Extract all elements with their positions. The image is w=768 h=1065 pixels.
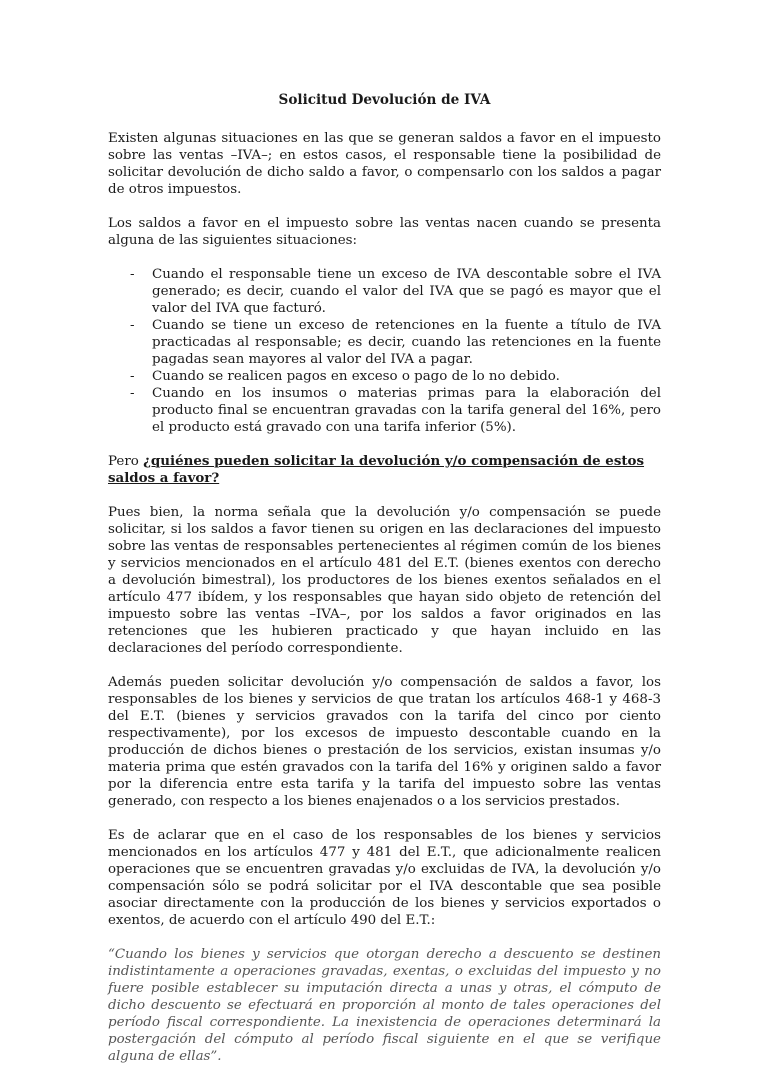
list-item-text: Cuando el responsable tiene un exceso de IVA descontable sobre el IVA generado; es decir, cuando el valor del IVA que se pagó es mayor que el valor del IVA que facturó.	[152, 267, 661, 316]
list-item-text: Cuando se tiene un exceso de retenciones en la fuente a título de IVA practicadas al responsable; es decir, cuando las retenciones en la fuente pagadas sean mayores al valor del IVA a pagar.	[152, 318, 661, 367]
question-line	[108, 453, 661, 487]
list-item-text: Cuando en los insumos o materias primas para la elaboración del producto final se encuentran gravadas con la tarifa general del 16%, pero el producto está gravado con una tarifa inferior (5%).	[152, 386, 661, 435]
list-item	[108, 385, 661, 436]
list-item-text: Cuando se realicen pagos en exceso o pago de lo no debido.	[152, 369, 560, 384]
question-prefix: Pero	[108, 454, 139, 469]
list-item	[108, 266, 661, 317]
situations-list	[108, 266, 661, 436]
list-bullet: -	[130, 318, 135, 333]
list-item	[108, 317, 661, 368]
list-item	[108, 368, 661, 385]
article-quote: “Cuando los bienes y servicios que otorgan derecho a descuento se destinen indistintamente a operaciones gravadas, exentas, o excluidas del impuesto y no fuere posible establecer su imputación directa a unas y otras, el cómputo de dicho descuento se efectuará en proporción al monto de tales operaciones del período fiscal correspondiente. La inexistencia de operaciones determinará la postergación del cómputo al período fiscal siguiente en el que se verifique alguna de ellas”.	[108, 947, 661, 1064]
body-paragraph: Además pueden solicitar devolución y/o compensación de saldos a favor, los responsables de los bienes y servicios de que tratan los artículos 468-1 y 468-3 del E.T. (bienes y servicios gravados con la tarifa del cinco por ciento respectivamente), por los excesos de impuesto descontable cuando en la producción de dichos bienes o prestación de los servicios, existan insumas y/o materia prima que estén gravados con la tarifa del 16% y originen saldo a favor por la diferencia entre esta tarifa y la tarifa del impuesto sobre las ventas generado, con respecto a los bienes enajenados o a los servicios prestados.	[108, 675, 661, 809]
body-paragraph: Pues bien, la norma señala que la devolución y/o compensación se puede solicitar, si los saldos a favor tienen su origen en las declaraciones del impuesto sobre las ventas de responsables pertenecientes al régimen común de los bienes y servicios mencionados en el artículo 481 del E.T. (bienes exentos con derecho a devolución bimestral), los productores de los bienes exentos señalados en el artículo 477 ibídem, y los responsables que hayan sido objeto de retención del impuesto sobre las ventas –IVA–, por los saldos a favor originados en las retenciones que les hubieren practicado y que hayan incluido en las declaraciones del período correspondiente.	[108, 505, 661, 656]
situations-intro-paragraph: Los saldos a favor en el impuesto sobre las ventas nacen cuando se presenta alguna de las siguientes situaciones:	[108, 216, 661, 248]
intro-paragraph: Existen algunas situaciones en las que se generan saldos a favor en el impuesto sobre las ventas –IVA–; en estos casos, el responsable tiene la posibilidad de solicitar devolución de dicho saldo a favor, o compensarlo con los saldos a pagar de otros impuestos.	[108, 131, 661, 197]
body-paragraph: Es de aclarar que en el caso de los responsables de los bienes y servicios mencionados en los artículos 477 y 481 del E.T., que adicionalmente realicen operaciones que se encuentren gravadas y/o excluidas de IVA, la devolución y/o compensación sólo se podrá solicitar por el IVA descontable que sea posible asociar directamente con la producción de los bienes y servicios exportados o exentos, de acuerdo con el artículo 490 del E.T.:	[108, 828, 661, 928]
question-text: ¿quiénes pueden solicitar la devolución y/o compensación de estos saldos a favor?	[108, 453, 645, 486]
list-bullet: -	[130, 386, 135, 401]
list-bullet: -	[130, 267, 135, 282]
list-bullet: -	[130, 369, 135, 384]
document-title: Solicitud Devolución de IVA	[278, 92, 491, 108]
